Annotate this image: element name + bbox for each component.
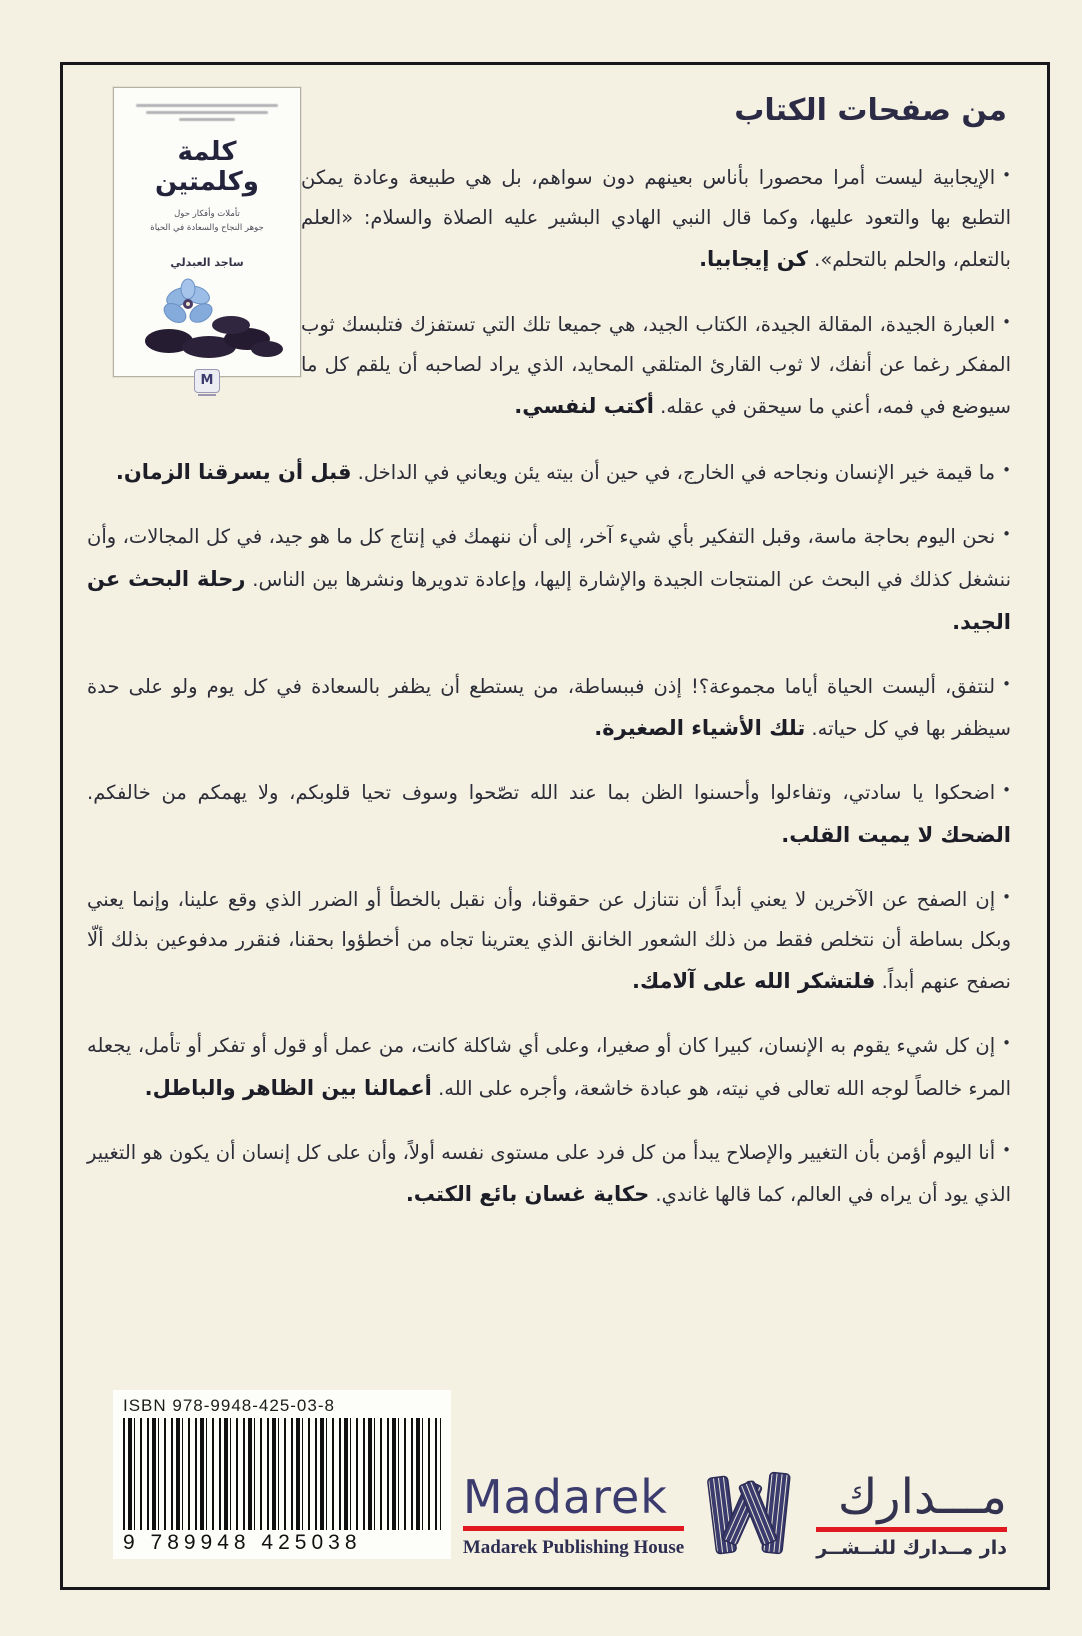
bullet-icon: • (1002, 675, 1011, 694)
cover-subtitle-line2: جوهر النجاح والسعادة في الحياة (150, 223, 264, 234)
page-title: من صفحات الكتاب (734, 93, 1007, 128)
cover-subtitle-line1: تأملات وأفكار حول (174, 209, 240, 219)
quote-emphasis: حكاية غسان بائع الكتب. (405, 1181, 650, 1206)
back-cover-content (87, 87, 1011, 1239)
cover-title: كلمة وكلمتين (155, 137, 259, 197)
bullet-icon: • (1002, 1140, 1011, 1159)
cover-tagline-line (146, 111, 269, 114)
barcode-digits: 9 789948 425038 (123, 1531, 362, 1554)
quote-body: اضحكوا يا سادتي، وتفاءلوا وأحسنوا الظن بما عند الله تصّحوا وسوف تحيا قلوبكم، ولا يهمكم من خالفكم. (87, 781, 996, 805)
orchid-flower (161, 279, 216, 326)
footer (87, 1390, 1011, 1561)
isbn-label: ISBN 978-9948-425-03-8 (123, 1396, 335, 1415)
quote-body: الإيجابية ليست أمرا محصورا بأناس بعينهم دون سواهم، بل هي طبيعة وعادة يمكن التطبع بها والتعود عليها، وكما قال النبي الهادي البشير عليه الصلاة والسلام: «العلم بالتعلم، والحلم بالتحلم». (301, 166, 1011, 272)
publisher-english-block (462, 1470, 685, 1559)
quote-paragraph (87, 880, 1011, 1004)
bullet-icon: • (1002, 461, 1011, 480)
cover-publisher-mini-logo: M (194, 369, 220, 393)
quote-emphasis: فلتشكر الله على آلامك. (632, 969, 876, 994)
quote-body: ما قيمة خير الإنسان ونجاحه في الخارج، في حين أن بيته يئن ويعاني في الداخل. (351, 461, 996, 485)
quote-emphasis: الضحك لا يميت القلب. (781, 822, 1011, 847)
quote-paragraph (87, 667, 1011, 750)
publisher-logos (463, 1463, 1007, 1559)
quote-body: أنا اليوم أؤمن بأن التغيير والإصلاح يبدأ من كل فرد على مستوى نفسه أولاً، وأن على كل إنسان أن يكون هو التغيير الذي يود أن يراه في العالم، كما قالها غاندي. (87, 1140, 1011, 1206)
barcode (123, 1418, 441, 1530)
quote-body: نحن اليوم بحاجة ماسة، وقبل التفكير بأي شيء آخر، إلى أن ننهمك في إنتاج كل ما هو جيد، في كل المجالات، وأن ننشغل كذلك في البحث عن المنتجات الجيدة والإشارة إليها، وإعادة تدويرها ونشرها بين الناس. (87, 525, 1011, 591)
quote-emphasis: قبل أن يسرقنا الزمان. (115, 460, 352, 485)
front-cover-thumbnail (113, 87, 301, 388)
quote-emphasis: تلك الأشياء الصغيرة. (594, 716, 806, 741)
publisher-name-ar: مـــدارك (837, 1469, 1007, 1525)
bullet-icon: • (1002, 887, 1011, 906)
publisher-tagline-ar: دار مــدارك للنــشــر (816, 1537, 1007, 1559)
cover-tagline-line (179, 118, 235, 121)
cover-author: ساجد العبدلي (170, 255, 244, 269)
cover-tagline-line (136, 104, 279, 107)
publisher-arabic-block (816, 1469, 1007, 1559)
bullet-icon: • (1002, 312, 1011, 331)
orchid-and-stones-image (127, 275, 287, 359)
quote-paragraph (87, 1026, 1011, 1109)
bullet-icon: • (1002, 166, 1011, 184)
publisher-name-en: Madarek (462, 1470, 668, 1524)
madarek-m-books-logo (704, 1463, 796, 1559)
quote-body: لنتفق، أليست الحياة أياما مجموعة؟! إذن فببساطة، من يستطع أن يظفر بالسعادة في كل يوم ولو على حدة سيظفر بها في كل حياته. (87, 675, 1011, 741)
quote-paragraph (87, 1133, 1011, 1216)
quote-emphasis: أكتب لنفسي. (514, 393, 654, 418)
cover-publisher-mini-logo-bar (198, 394, 216, 396)
quote-body: إن كل شيء يقوم به الإنسان، كبيرا كان أو صغيرا، وعلى أي شاكلة كانت، من عمل أو قول أو تفكر أو تأمل، يجعله المرء خالصاً لوجه الله تعالى في نيته، هو عبادة خاشعة، وأجره على الله. (87, 1034, 1011, 1100)
bullet-icon: • (1002, 781, 1011, 800)
publisher-tagline-en: Madarek Publishing House (462, 1537, 685, 1558)
quote-paragraph (87, 773, 1011, 856)
bullet-icon: • (1002, 525, 1011, 544)
quote-paragraph (87, 517, 1011, 644)
red-underline (816, 1527, 1007, 1532)
quote-emphasis: كن إيجابيا. (699, 247, 808, 272)
quote-emphasis: أعمالنا بين الظاهر والباطل. (144, 1075, 432, 1100)
quote-body: العبارة الجيدة، المقالة الجيدة، الكتاب الجيد، هي جميعا تلك التي تستفزك فتلبسك ثوب المفكر رغما عن أنفك، لا ثوب القارئ المتلقي المحايد، الذي يراد لصاحبه أن يلقم كل ما سيوضع في فمه، أعني ما سيحقن في عقله. (301, 312, 1011, 418)
quote-body: إن الصفح عن الآخرين لا يعني أبداً أن نتنازل عن حقوقنا، وأن نقبل بالخطأ أو الضرر الذي وقع علينا، وإنما يعني وبكل بساطة أن نتخلص فقط من ذلك الشعور الخانق الذي يعترينا تجاه من أخطؤوا بحقنا، فنقرر مدفوعين بذلك ألّا نصفح عنهم أبداً. (87, 887, 1011, 994)
quote-paragraph (87, 451, 1011, 494)
isbn-block (113, 1390, 451, 1559)
back-cover-frame (60, 62, 1050, 1590)
quote-emphasis: رحلة البحث عن الجيد. (87, 566, 1011, 634)
red-underline (463, 1526, 684, 1531)
bullet-icon: • (1002, 1034, 1011, 1053)
